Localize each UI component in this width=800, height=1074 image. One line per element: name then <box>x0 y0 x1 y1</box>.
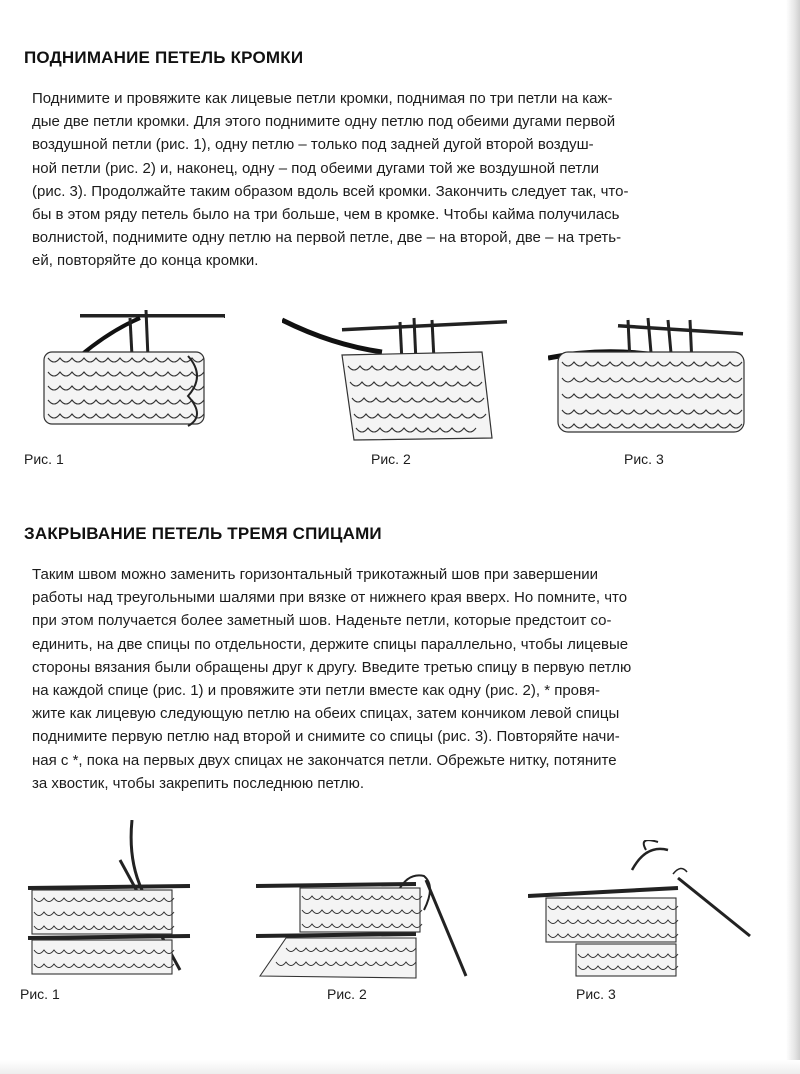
paragraph-line: бы в этом ряду петель было на три больше, чем в кромке. Чтобы кайма получилась <box>32 206 620 224</box>
paragraph-line: ная с *, пока на первых двух спицах не закончатся петли. Обрежьте нитку, потяните <box>32 751 617 769</box>
paragraph-line: стороны вязания были обращены друг к другу. Введите третью спицу в первую петлю <box>32 658 632 676</box>
page-edge-shadow <box>786 0 800 1074</box>
paragraph-line: за хвостик, чтобы закрепить последнюю петлю. <box>32 774 365 792</box>
paragraph-line: (рис. 3). Продолжайте таким образом вдоль всей кромки. Закончить следует так, что- <box>32 182 629 200</box>
figure-caption: Рис. 1 <box>20 986 60 1002</box>
section-three-needle-bind-off <box>24 524 764 544</box>
three-needle-illustration-fig3 <box>528 840 758 980</box>
paragraph-line: дые две петли кромки. Для этого поднимите одну петлю под обеими дугами первой <box>32 113 616 131</box>
paragraph-line: Таким швом можно заменить горизонтальный трикотажный шов при завершении <box>32 566 599 583</box>
figure-caption: Рис. 2 <box>371 451 411 467</box>
three-needle-illustration-fig2 <box>256 866 476 986</box>
paragraph-line: на каждой спице (рис. 1) и провяжите эти петли вместе как одну (рис. 2), * провя- <box>32 682 600 700</box>
section2-body <box>24 563 764 795</box>
paragraph-line: воздушной петли (рис. 1), одну петлю – только под задней дугой второй воздуш- <box>32 136 594 154</box>
figure-caption: Рис. 3 <box>624 451 664 467</box>
section-heading: ПОДНИМАНИЕ ПЕТЕЛЬ КРОМКИ <box>24 48 304 67</box>
paragraph-line: поднимите первую петлю над второй и снимите со спицы (рис. 3). Повторяйте начи- <box>32 728 620 746</box>
paragraph-line: ной петли (рис. 2) и, наконец, одну – под обеими дугами той же воздушной петли <box>32 159 599 177</box>
figure-caption: Рис. 2 <box>327 986 367 1002</box>
knitting-illustration-fig1 <box>30 296 230 436</box>
paragraph-line: работы над треугольными шалями при вязке от нижнего края вверх. Но помните, что <box>32 589 628 607</box>
figure-caption: Рис. 1 <box>24 451 64 467</box>
page-edge-bottom <box>0 1060 800 1074</box>
section1-body <box>24 87 764 273</box>
paragraph-line: жите как лицевую следующую петлю на обеих спицах, затем кончиком левой спицы <box>32 705 620 723</box>
paragraph-line: волнистой, поднимите одну петлю на первой петле, две – на второй, две – на треть- <box>32 229 622 247</box>
three-needle-illustration-fig1 <box>20 820 200 980</box>
paragraph-line: при этом получается более заметный шов. Наденьте петли, которые предстоит со- <box>32 612 612 630</box>
paragraph-line: единить, на две спицы по отдельности, держите спицы параллельно, чтобы лицевые <box>32 635 629 653</box>
section-picking-up-edge-stitches <box>24 48 764 68</box>
knitting-illustration-fig2 <box>282 300 512 445</box>
knitting-illustration-fig3 <box>548 306 748 436</box>
paragraph-line: ей, повторяйте до конца кромки. <box>32 252 259 270</box>
section-heading: ЗАКРЫВАНИЕ ПЕТЕЛЬ ТРЕМЯ СПИЦАМИ <box>24 524 382 543</box>
figure-caption: Рис. 3 <box>576 986 616 1002</box>
paragraph-line: Поднимите и провяжите как лицевые петли кромки, поднимая по три петли на каж- <box>32 90 613 107</box>
